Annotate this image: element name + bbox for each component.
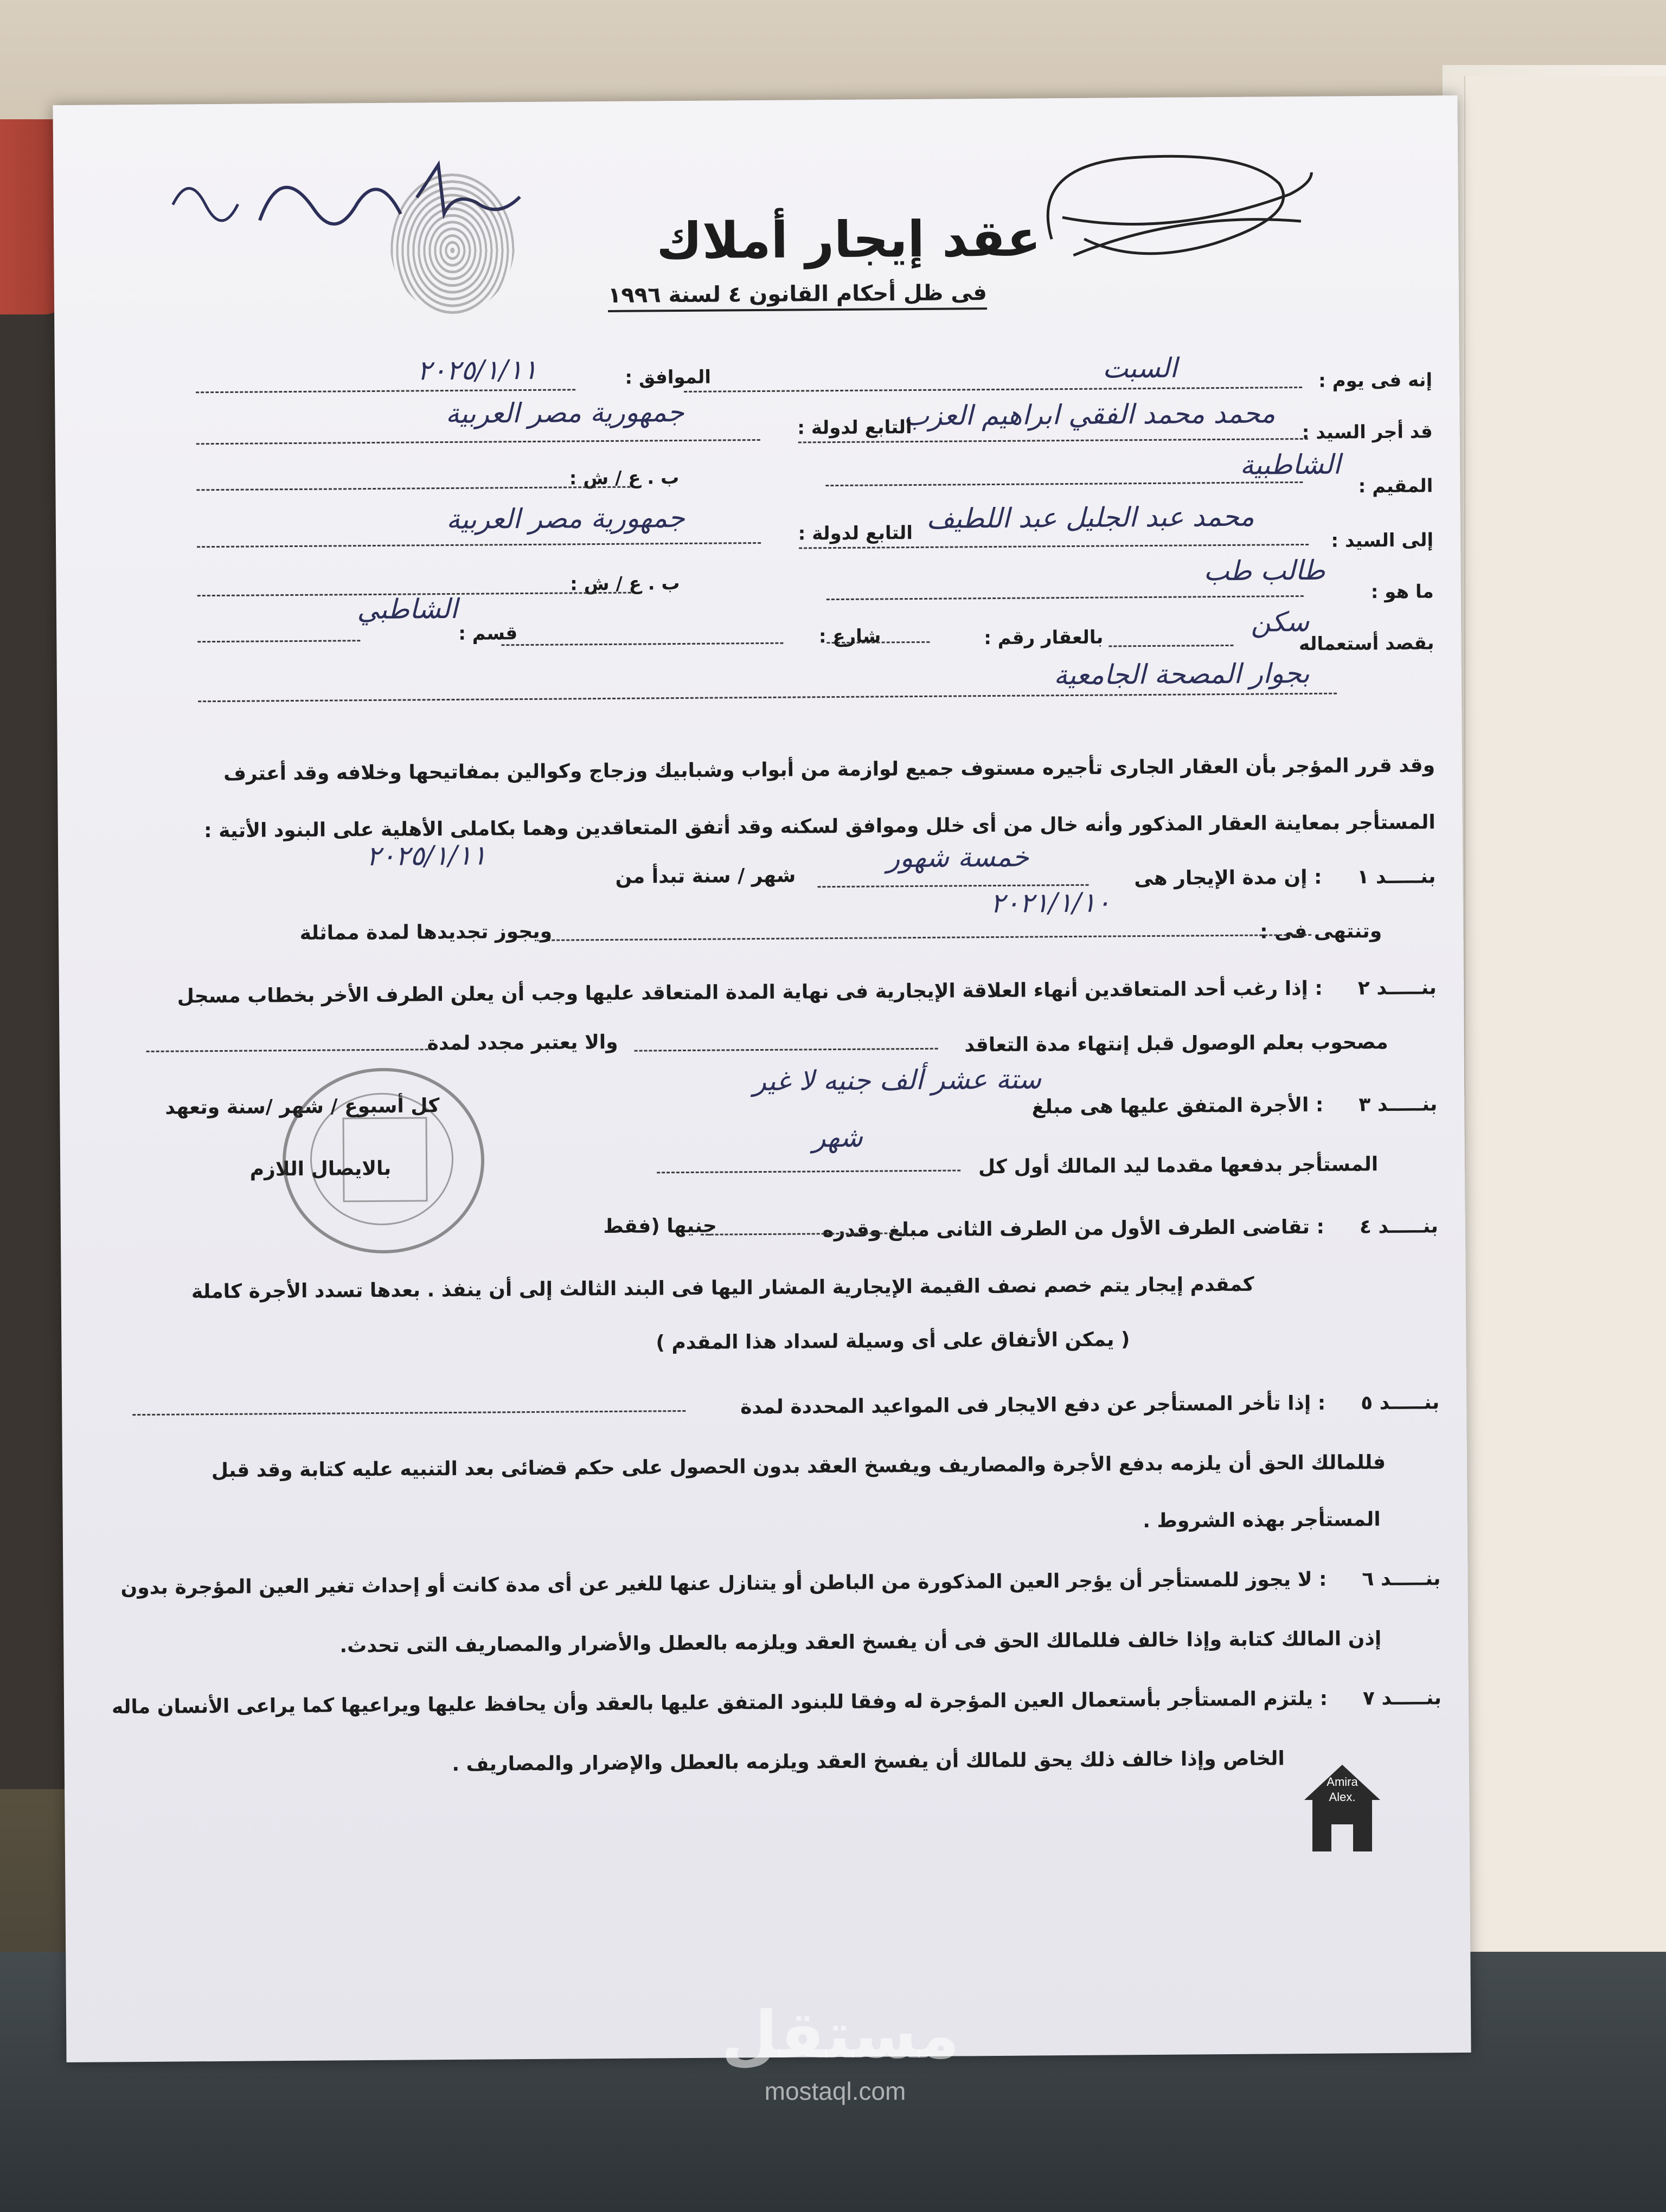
amira-alex-logo (1302, 1762, 1383, 1857)
day-value: السبت (1102, 352, 1178, 384)
resident-label: المقيم : (1358, 475, 1433, 498)
clause-7-line-2: الخاص وإذا خالف ذلك يحق للمالك أن يفسخ العقد ويلزمه بالعطل والإضرار والمصاريف . (452, 1747, 1285, 1776)
district-value: الشاطبي (357, 593, 458, 626)
clause-3-label: بنـــــد ٣ (1359, 1093, 1438, 1116)
clause-4-line-3: ( يمكن الأتفاق على أى وسيلة لسداد هذا المقدم ) (656, 1328, 1130, 1354)
clause-7-line-1: : يلتزم المستأجر بأستعمال العين المؤجرة له وفقا للبنود المتفق عليها بالعقد وأن يحافظ عليها ويراعيها كما يراعى الأنسان ماله (111, 1687, 1328, 1719)
preamble-line-1: وقد قرر المؤجر بأن العقار الجارى تأجيره مستوف جميع لوازمة من أبواب وشبابيك وزجاج وكوالين بمفاتيحها وخلافه وقد أعترف (223, 754, 1436, 785)
lessee-nationality-label: التابع لدولة : (798, 522, 913, 545)
clause-4-label: بنـــــد ٤ (1359, 1215, 1439, 1238)
lessee-nationality-value: جمهورية مصر العربية (446, 501, 685, 536)
clause-3-month: شهر (812, 1121, 863, 1154)
agreed-field-line (196, 389, 575, 393)
stamp-emblem (342, 1117, 427, 1202)
clause-3-period: كل أسبوع / شهر /سنة وتعهد (165, 1095, 440, 1119)
lessor-id-label: ب . ع / ش : (569, 467, 680, 490)
clause-5-text: : إذا تأخر المستأجر عن دفع الايجار فى المواعيد المحددة لمدة (740, 1392, 1326, 1419)
lessor-signature (1018, 129, 1323, 272)
district-label: قسم : (458, 622, 518, 645)
day-label: إنه فى يوم : (1318, 369, 1433, 392)
logo-text-line-2: Alex. (1329, 1790, 1356, 1804)
lessee-value: محمد عبد الجليل عبد اللطيف (926, 500, 1254, 535)
watermark-arabic: مستقل (721, 1998, 959, 2073)
purpose-label: بقصد أستعماله (1298, 632, 1434, 655)
extra-address-line (198, 693, 1337, 703)
clause-3-amount: ستة عشر ألف جنيه لا غير (753, 1063, 1042, 1097)
clause-2-period-line (635, 1048, 938, 1052)
lessor-id-line-right (825, 481, 1303, 486)
lessee-label: إلى السيد : (1331, 529, 1434, 552)
street-line (501, 642, 783, 646)
clause-2-line-2b: والا يعتبر مجدد لمدة (427, 1031, 618, 1055)
clause-6-line-2: إذن المالك كتابة وإذا خالف فللمالك الحق فى أن يفسخ العقد ويلزمه بالعطل والأضرار والمصاريف التى تحدث. (339, 1628, 1382, 1657)
document-title: عقد إيجار أملاك (656, 209, 1041, 271)
occupation-label: ما هو : (1370, 581, 1434, 603)
clause-3-text: : الأجرة المتفق عليها هى مبلغ (1031, 1094, 1324, 1118)
clause-1-text: : إن مدة الإيجار هى (1134, 866, 1322, 890)
day-field-line (684, 387, 1302, 393)
lessor-nationality-value: جمهورية مصر العربية (445, 396, 684, 430)
clause-5-line-2: فللمالك الحق أن يلزمه بدفع الأجرة والمصاريف ويفسخ العقد بدون الحصول على حكم قضائى بعد التنبيه عليه كتابة وقد قبل (211, 1451, 1386, 1482)
watermark-url: mostaql.com (764, 2077, 906, 2105)
agreed-value: ٢٠٢٥/١/١١ (416, 353, 538, 387)
clause-4-text: : تقاضى الطرف الأول من الطرف الثانى مبلغ وقدره (822, 1216, 1325, 1242)
clause-3-month-line (657, 1169, 960, 1173)
clause-1-start: ٢٠٢٥/١/١١ (366, 839, 487, 872)
lessor-label: قد أجر السيد : (1302, 421, 1433, 444)
occupation-line (826, 595, 1304, 600)
lessor-value: محمد محمد الفقي ابراهيم العزب (903, 397, 1276, 432)
purpose-line (1108, 645, 1233, 647)
street-label: شارع : (818, 625, 881, 648)
clause-4-line-2: كمقدم إيجار يتم خصم نصف القيمة الإيجارية المشار اليها فى البند الثالث إلى أن ينفذ . بعدها تسدد الأجرة كاملة (191, 1273, 1254, 1303)
agreed-label: الموافق : (625, 366, 712, 389)
logo-text-line-1: Amira (1327, 1775, 1358, 1789)
folder-inner-page (1464, 76, 1666, 2082)
clause-3-line-2a: المستأجر بدفعها مقدما ليد المالك أول كل (978, 1153, 1379, 1179)
clause-6-line-1: : لا يجوز للمستأجر أن يؤجر العين المذكورة من الباطن أو يتنازل عنها للغير عن أى مدة كانت أو إحداث تغير العين المؤجرة بدون (120, 1568, 1327, 1599)
clause-2-label: بنـــــد ٢ (1357, 976, 1437, 1000)
official-stamp (282, 1068, 485, 1255)
contract-paper (53, 95, 1471, 2062)
preamble-line-2: المستأجر بمعاينة العقار المذكور وأنه خال من أى خلل وموافق لسكنه وقد أتفق المتعاقدين وهما بكاملى الأهلية على البنود الأتية : (204, 811, 1436, 843)
resident-value: الشاطبية (1240, 448, 1341, 481)
clause-6-label: بنـــــد ٦ (1362, 1567, 1441, 1591)
clause-4-currency: جنيها (فقط (603, 1214, 717, 1238)
clause-1-end-line (547, 934, 1311, 941)
property-number-label: بالعقار رقم : (984, 626, 1104, 650)
purpose-value: سكن (1251, 606, 1310, 638)
lessor-id-line (196, 486, 630, 491)
fingerprint (389, 172, 515, 314)
lessor-nationality-line (196, 439, 760, 445)
clause-1-renew: ويجوز تجديدها لمدة مماثلة (299, 920, 553, 944)
clause-1-duration: خمسة شهور (886, 841, 1029, 874)
lessee-id-label: ب . ع / ش : (570, 573, 680, 595)
clause-1-end: ٢٠٢١/١/١٠ (990, 886, 1111, 919)
lessor-field-line (798, 438, 1308, 443)
clause-5-label: بنـــــد ٥ (1360, 1391, 1440, 1414)
clause-2-line-2a: مصحوب بعلم الوصول قبل إنتهاء مدة التعاقد (964, 1031, 1388, 1057)
clause-5-line-3: المستأجر بهذه الشروط . (1143, 1508, 1381, 1533)
clause-5-period-line (132, 1410, 685, 1416)
clause-1-unit: شهر / سنة تبدأ من (615, 864, 796, 888)
clause-3-line-2b: بالايصال اللازم (249, 1157, 392, 1181)
mostaql-watermark (721, 1995, 959, 2125)
extra-address-value: بجوار المصحة الجامعية (1053, 657, 1310, 691)
clause-2-line-1: : إذا رغب أحد المتعاقدين أنهاء العلاقة الإيجارية فى نهاية المدة المتعاقد عليها وجب أن يعلن الطرف الأخر بخطاب مسجل (177, 977, 1323, 1008)
lessee-field-line (799, 544, 1309, 549)
lessor-nationality-label: التابع لدولة : (797, 416, 912, 439)
clause-7-label: بنـــــد ٧ (1362, 1687, 1442, 1710)
clause-2-renew-line (146, 1049, 428, 1052)
clause-1-label: بنـــــد ١ (1357, 865, 1436, 889)
occupation-value: طالب طب (1203, 554, 1325, 587)
document-subtitle: فى ظل أحكام القانون ٤ لسنة ١٩٩٦ (608, 280, 987, 312)
district-line (197, 640, 360, 642)
lessee-nationality-line (197, 542, 761, 548)
clause-1-end-label: وتنتهى فى : (1260, 920, 1382, 943)
